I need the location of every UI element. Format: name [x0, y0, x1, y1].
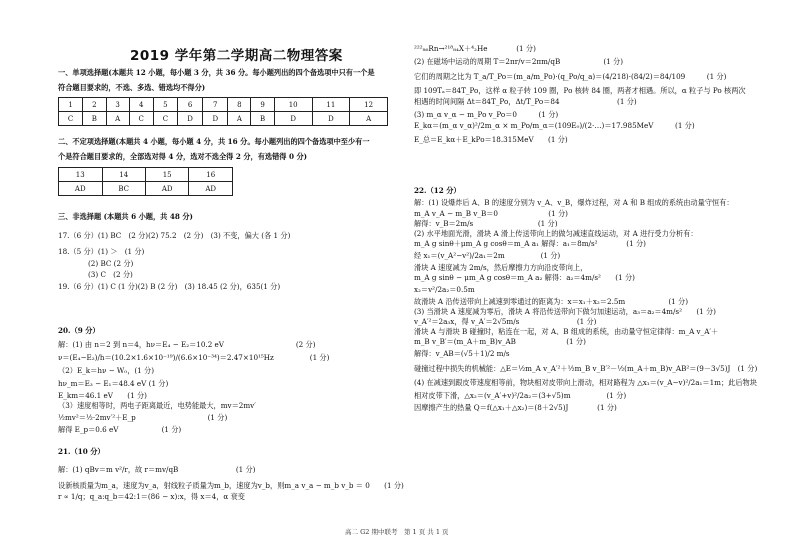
table-cell: AD — [189, 182, 233, 196]
q20-line: 解：(1) 由 n＝2 到 n＝4，hν＝E₄ − E₂＝10.2 eV (2 分) — [58, 340, 316, 349]
table-cell: 16 — [189, 168, 233, 182]
q22-heading: 22.（12 分） — [414, 186, 461, 195]
q22-line: 滑块 A 与滑块 B 碰撞时，粘连在一起，对 A、B 组成的系统，由动量守恒定律得：m_A v_A′＋ — [414, 327, 719, 336]
sec3-heading: 三、非选择题 (本题共 6 小题，共 48 分) — [58, 212, 193, 221]
table-cell: 7 — [203, 98, 228, 112]
q20-line: hν_m＝E₃ − E₁＝48.4 eV (1 分) — [58, 379, 169, 388]
q22-line: x₂＝v²/2a₂＝0.5m — [414, 285, 475, 294]
q22-line: (3) 当滑块 A 速度减为零后，滑块 A 将沿传送带向下做匀加速运动，a₃＝a₂＝4m/s² (1 分) — [414, 307, 716, 316]
q21-line: (3) m_α v_α − m_Po v_Po＝0 (1 分) — [414, 110, 559, 119]
page-footer: 高二 G2 期中联考 第 1 页 共 1 页 — [345, 528, 449, 536]
q22-line: 解得：v_B＝2m/s (1 分) — [414, 219, 558, 228]
q22-line: m_B v_B′＝(m_A＋m_B)v_AB (1 分) — [414, 337, 586, 346]
table-cell: 11 — [312, 98, 350, 112]
q20-line: ν＝(E₄−E₂)/h＝(10.2×1.6×10⁻¹⁹)/(6.6×10⁻³⁴)＝2.47×10¹⁵Hz (1 分) — [58, 353, 330, 362]
q21-line: (2) 在磁场中运动的周期 T＝2πr/v＝2πm/qB (1 分) — [414, 57, 624, 66]
table-cell: 14 — [102, 168, 145, 182]
sec2-heading: 二、不定项选择题(本题共 4 小题，每小题 4 分，共 16 分。每小题列出的四个备选项中至少有一 — [58, 137, 370, 146]
q20-line: E_km＝46.1 eV (1 分) — [58, 391, 147, 400]
table-cell: 15 — [145, 168, 189, 182]
table-cell: C — [153, 112, 177, 126]
sec1-answer-table — [58, 97, 388, 126]
sec1-heading: 一、单项选择题(本题共 12 小题，每小题 3 分，共 36 分。每小题列出的四个备选项中只有一个是 — [58, 68, 375, 77]
q17-answer: 17.（6 分）(1) BC (2 分)(2) 75.2 (2 分) (3) 不变，偏大 (各 1 分) — [58, 231, 291, 240]
table-cell: 12 — [350, 98, 388, 112]
q20-heading: 20.（9 分） — [58, 326, 100, 335]
q22-line: 相对皮带下滑，△x₂＝(v_A′+v)²/2a₂＝(3+√5)m (1 分) — [414, 391, 627, 400]
table-row — [59, 168, 233, 182]
q21-line: 设新核质量为m_a，速度为v_a，射线粒子质量为m_b，速度为v_b，则m_a v_a − m_b v_b ＝ 0 (1 分) — [58, 481, 404, 490]
sec2-answer-table — [58, 167, 233, 196]
q21-line: r ∝ 1/q；q_a:q_b＝42:1＝(86 − x):x，得 x＝4，α 衰变 — [58, 492, 245, 501]
table-cell: A — [350, 112, 388, 126]
table-cell: 3 — [106, 98, 129, 112]
table-cell: 6 — [177, 98, 202, 112]
q22-line: (4) 在减速到跟皮带速度相等前，物块相对皮带向上滑动，相对路程为 △x₁＝(v_A−v)²/2a₁＝1m；此后物块 — [414, 378, 757, 387]
q22-line: 故滑块 A 沿传送带向上减速到零通过的距离为：x＝x₁＋x₂＝2.5m (1 分) — [414, 297, 689, 306]
table-cell: AD — [145, 182, 189, 196]
table-cell: B — [83, 112, 106, 126]
table-cell: C — [129, 112, 153, 126]
q22-line: 解得：v_AB＝(√5＋1)/2 m/s — [414, 349, 510, 358]
table-cell: D — [312, 112, 350, 126]
q22-line: 滑块 A 速度减为 2m/s，然后摩擦力方向沿皮带向上， — [414, 263, 588, 272]
q21-line: 即 109Tₐ＝84T_Po，这样 α 粒子转 109 圈，Po 核转 84 圈，两者才相遇。所以，α 粒子与 Po 核两次 — [414, 86, 746, 95]
q22-line: 因摩擦产生的热量 Q＝f(△x₁＋△x₂)＝(8＋2√5)J (1 分) — [414, 403, 617, 412]
table-cell: 2 — [83, 98, 106, 112]
q21-line: E_kα＝(m_α v_α)²/2m_α × m_Po/m_α＝(109E₀)/(2·…)＝17.985MeV (1 分) — [414, 121, 695, 130]
q22-line: 碰撞过程中损失的机械能：△E＝½m_A v_A′²＋½m_B v_B′²－½(m_A＋m_B)v_AB²＝(9－3√5)J (1 分) — [414, 364, 758, 373]
table-cell: A — [228, 112, 251, 126]
table-cell: 8 — [228, 98, 251, 112]
q20-line: （2）E_k＝hν − W₀，(1 分) — [58, 366, 155, 375]
q20-line: 解得 E_p＝0.6 eV (1 分) — [58, 425, 182, 434]
q18-answer-3: (3) C (2 分) — [88, 270, 133, 279]
sec1-heading-cont: 符合题目要求的，不选、多选、错选均不得分) — [58, 83, 206, 92]
q18-answer: 18.（5 分）(1) ＞ (1 分) — [58, 247, 145, 256]
q22-line: 经 x₁＝(v_A²−v²)/2a₁＝2m (1 分) — [414, 251, 561, 260]
q22-line: m_A v_A − m_B v_B＝0 (1 分) — [414, 209, 568, 218]
q22-line: 解：(1) 设爆炸后 A、B 的速度分别为 v_A、v_B，爆炸过程，对 A 和 B 组成的系统由动量守恒有： — [414, 198, 734, 207]
q20-line: ½mv²＝½·2mv′²＋E_p (1 分) — [58, 413, 228, 422]
table-row — [59, 98, 388, 112]
table-cell: BC — [102, 182, 145, 196]
q21-heading: 21.（10 分） — [58, 447, 105, 456]
q22-line: v_A′²＝2a₃x，得 v_A′＝2√5m/s (1 分) — [414, 317, 597, 326]
table-cell: 13 — [59, 168, 103, 182]
table-cell: B — [251, 112, 274, 126]
q21-line: 它们的周期之比为 T_a/T_Po＝(m_a/m_Po)·(q_Po/q_a)＝(4/218)·(84/2)＝84/109 (1 分) — [414, 72, 727, 81]
q21-line: 相遇的时间间隔 Δt＝84T_Po，Δt/T_Po＝84 (1 分) — [414, 97, 637, 106]
table-row — [59, 112, 388, 126]
q21-line: 解：(1) qBv＝m v²/r，故 r＝mv/qB (1 分) — [58, 465, 256, 474]
sec2-heading-cont: 个是符合题目要求的，全部选对得 4 分，选对不选全得 2 分，有选错得 0 分) — [58, 152, 308, 161]
q19-answer: 19.（6 分）(1) C (1 分)(2) B (2 分) (3) 18.45 (2 分)，635(1 分) — [58, 282, 281, 291]
table-cell: 5 — [153, 98, 177, 112]
table-row — [59, 182, 233, 196]
table-cell: D — [177, 112, 202, 126]
table-cell: D — [274, 112, 312, 126]
table-cell: C — [59, 112, 83, 126]
q22-line: m_A g sinθ＋μm_A g cosθ＝m_A a₁ 解得：a₁＝8m/s² (1 分) — [414, 239, 646, 248]
q22-line: m_A g sinθ − μm_A g cosθ＝m_A a₂ 解得：a₂＝4m/s² (1 分) — [414, 273, 635, 282]
q18-answer-2: (2) BC (2 分) — [88, 259, 134, 268]
q20-line: （3）速度相等时，两电子距离最近，电势能最大，mv＝2mv′ — [58, 401, 256, 410]
table-cell: 4 — [129, 98, 153, 112]
q21-line: E_总＝E_kα＋E_kPo＝18.315MeV (1 分) — [414, 135, 568, 144]
page-title: 2019 学年第二学期高二物理答案 — [130, 48, 343, 64]
table-cell: AD — [59, 182, 103, 196]
table-cell: D — [203, 112, 228, 126]
q22-line: (2) 水平地面光滑，滑块 A 滑上传送带向上的做匀减速直线运动，对 A 进行受力分析有： — [414, 229, 698, 238]
table-cell: 10 — [274, 98, 312, 112]
table-cell: 9 — [251, 98, 274, 112]
table-cell: 1 — [59, 98, 83, 112]
table-cell: A — [106, 112, 129, 126]
q21-decay-equation: ²²²₈₆Rn→²¹⁸₈₄X＋⁴₂He (1 分) — [414, 44, 536, 53]
